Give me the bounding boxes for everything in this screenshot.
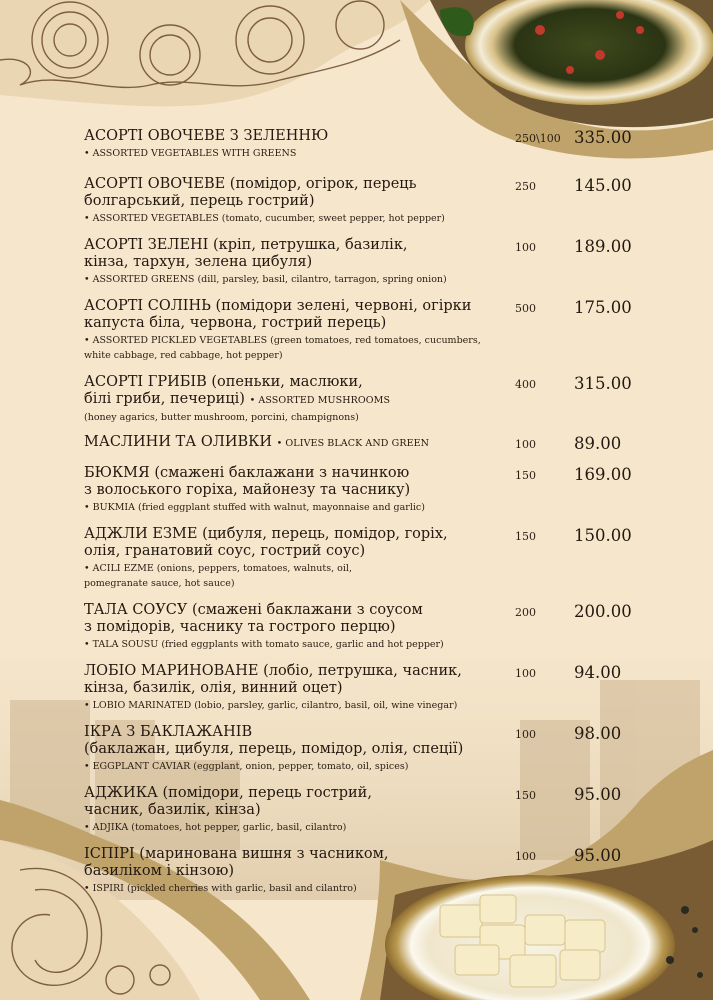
menu-item [84,465,644,515]
menu-item [84,724,644,774]
menu-item [84,663,644,713]
item-weight: 100 [515,850,536,863]
menu-item [84,128,644,161]
item-name: АСОРТІ СОЛІНЬ (помідори зелені, червоні, огірки капуста біла, червона, гострий перець) [84,298,472,331]
item-name: АСОРТІ ГРИБІВ (опеньки, маслюки, білі гриби, печериці) • ASSORTED MUSHROOMS [84,374,391,407]
item-price: 169.00 [574,465,632,484]
item-name: АСОРТІ ОВОЧЕВЕ (помідор, огірок, перець болгарський, перець гострий) [84,176,417,209]
item-description: • LOBIO MARINATED (lobio, parsley, garlic, cilantro, basil, oil, wine vinegar) [84,700,458,711]
item-description: • ACILI EZME (onions, peppers, tomatoes, walnuts, oil, pomegranate sauce, hot sauce) [84,563,352,589]
item-name: ЛОБІО МАРИНОВАНЕ (лобіо, петрушка, часник, кінза, базилік, олія, винний оцет) [84,663,462,696]
menu-item [84,602,644,652]
menu-item [84,298,644,363]
item-weight: 400 [515,378,536,391]
item-weight: 250\100 [515,132,561,145]
item-price: 200.00 [574,602,632,621]
item-weight: 500 [515,302,536,315]
item-weight: 150 [515,789,536,802]
item-name: ІКРА З БАКЛАЖАНІВ (баклажан, цибуля, перець, помідор, олія, спеції) [84,724,464,757]
item-name: АСОРТІ ОВОЧЕВЕ З ЗЕЛЕННЮ [84,128,329,144]
menu-item [84,374,644,425]
item-price: 175.00 [574,298,632,317]
item-description: • TALA SOUSU (fried eggplants with tomato sauce, garlic and hot pepper) [84,639,444,650]
item-price: 94.00 [574,663,622,682]
item-weight: 100 [515,667,536,680]
menu-item [84,846,644,896]
item-price: 335.00 [574,128,632,147]
menu-item [84,526,644,591]
item-price: 95.00 [574,846,622,865]
menu-item [84,176,644,226]
item-description: • ASSORTED VEGETABLES (tomato, cucumber, sweet pepper, hot pepper) [84,213,445,224]
menu-item [84,237,644,287]
item-weight: 150 [515,469,536,482]
item-weight: 100 [515,728,536,741]
item-weight: 100 [515,438,536,451]
item-description: (honey agarics, butter mushroom, porcini, champignons) [84,412,359,423]
item-name: БЮКМЯ (смажені баклажани з начинкою з волоського горіха, майонезу та часнику) [84,465,411,498]
item-price: 89.00 [574,434,622,453]
item-description: • ASSORTED VEGETABLES WITH GREENS [84,148,297,159]
item-description: • EGGPLANT CAVIAR (eggplant, onion, pepper, tomato, oil, spices) [84,761,409,772]
item-price: 150.00 [574,526,632,545]
item-description: • BUKMIA (fried eggplant stuffed with walnut, mayonnaise and garlic) [84,502,425,513]
item-price: 98.00 [574,724,622,743]
item-description: • ASSORTED PICKLED VEGETABLES (green tomatoes, red tomatoes, cucumbers, white cabbage, red cabbage, hot pepper) [84,335,481,361]
menu-item [84,785,644,835]
item-price: 95.00 [574,785,622,804]
item-name: МАСЛИНИ ТА ОЛИВКИ • OLIVES BLACK AND GREEN [84,434,430,450]
item-weight: 100 [515,241,536,254]
item-description: • ADJIKA (tomatoes, hot pepper, garlic, basil, cilantro) [84,822,347,833]
item-description-inline: • ASSORTED MUSHROOMS [249,395,391,406]
item-description-inline: • OLIVES BLACK AND GREEN [276,438,430,449]
item-name: ІСПІРІ (маринована вишня з часником, базиліком і кінзою) [84,846,389,879]
item-name: АДЖЛИ ЕЗМЕ (цибуля, перець, помідор, горіх, олія, гранатовий соус, гострий соус) [84,526,448,559]
item-name: АСОРТІ ЗЕЛЕНІ (кріп, петрушка, базилік, кінза, тархун, зелена цибуля) [84,237,408,270]
item-description: • ISPIRI (pickled cherries with garlic, basil and cilantro) [84,883,357,894]
item-weight: 200 [515,606,536,619]
menu-item [84,434,644,452]
item-weight: 150 [515,530,536,543]
item-description: • ASSORTED GREENS (dill, parsley, basil, cilantro, tarragon, spring onion) [84,274,447,285]
item-weight: 250 [515,180,536,193]
item-price: 315.00 [574,374,632,393]
item-price: 145.00 [574,176,632,195]
item-name: ТАЛА СОУСУ (смажені баклажани з соусом з помідорів, часнику та гострого перцю) [84,602,423,635]
item-price: 189.00 [574,237,632,256]
item-name: АДЖИКА (помідори, перець гострий, часник, базилік, кінза) [84,785,372,818]
